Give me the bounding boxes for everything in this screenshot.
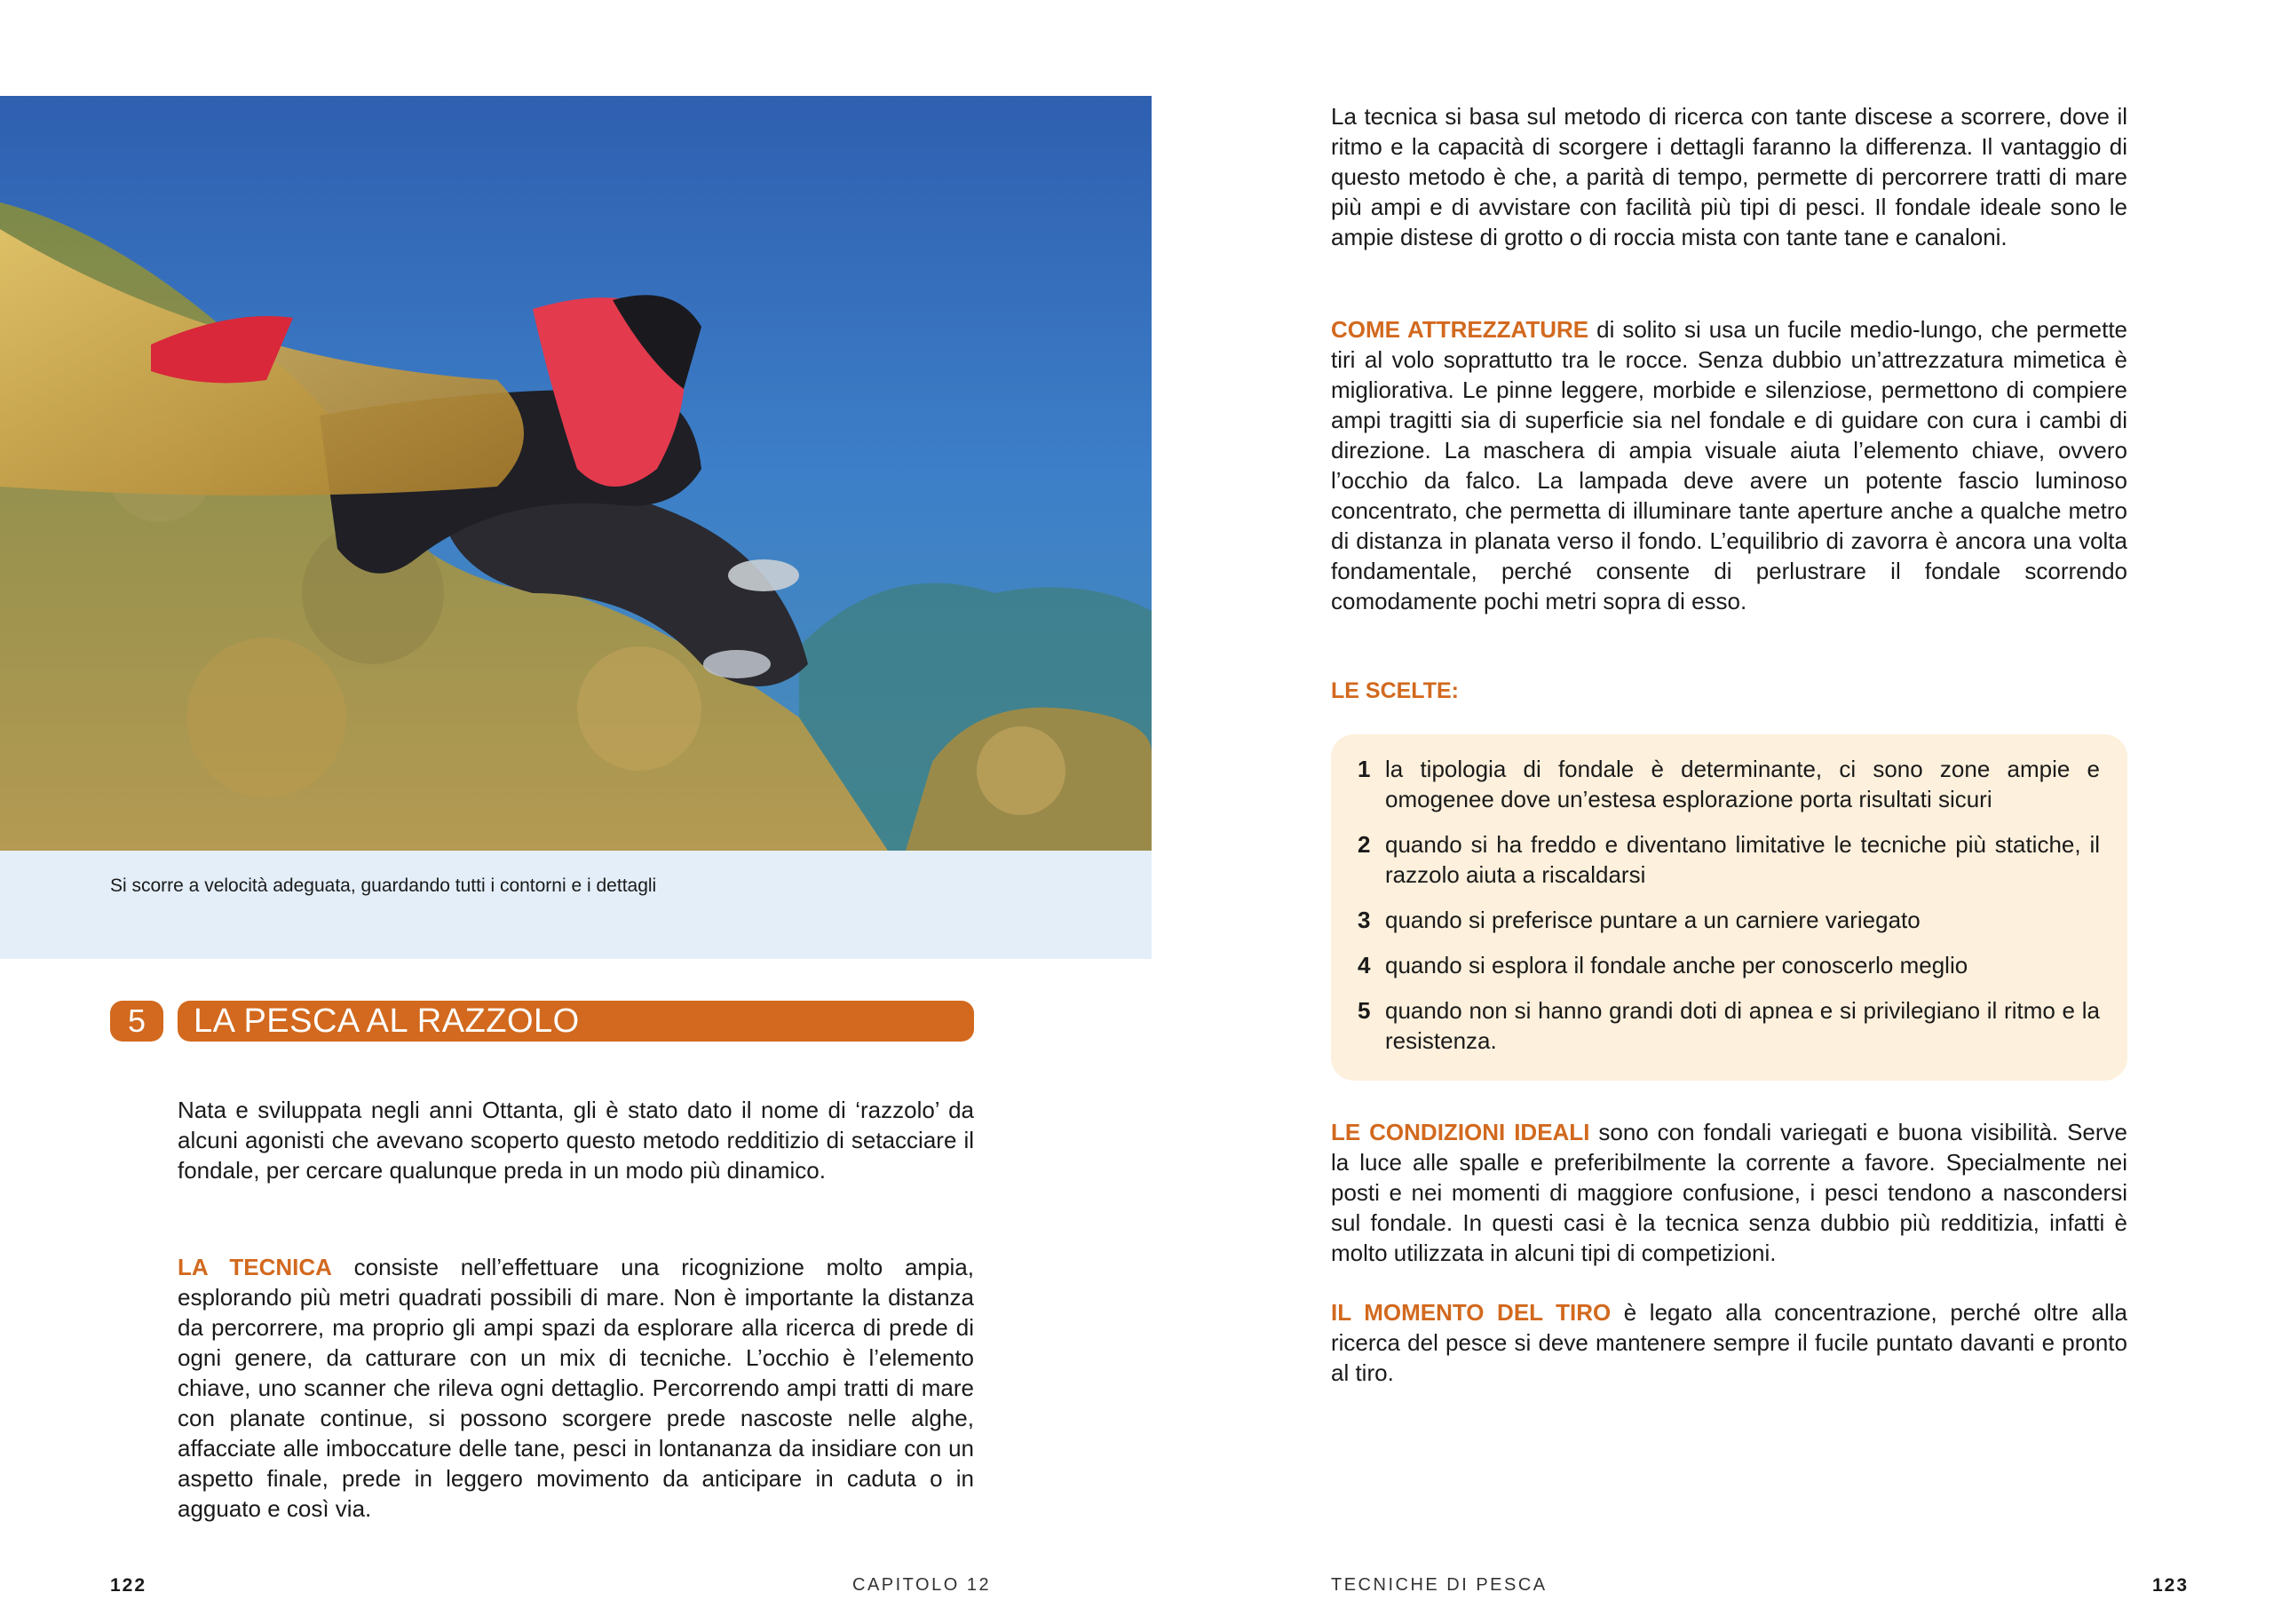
paragraph-tecnica-text: consiste nell’effettuare una ricognizione molto ampia, esplorando più metri quadrati possibili di mare. Non è importante la distanza da percorrere, ma proprio gli ampi spazi da esplorare alla ricerca di prede di ogni genere, da catturare con un mix di tecniche. L’occhio è l’elemento chiave, uno scanner che rileva ogni dettaglio. Percorrendo ampi tratti di mare con planate continue, si possono scorgere prede nascoste nelle alghe, affacciate alle imboccature delle tane, pesci in lontananza da insidiare con un aspetto finale, prede in leggero movimento da anticipare in caduta o in agguato e così via. <box>178 1254 974 1522</box>
keyword-tiro: IL MOMENTO DEL TIRO <box>1331 1299 1612 1326</box>
keyword-attrezzature: COME ATTREZZATURE <box>1331 316 1589 343</box>
paragraph-tiro-text: è legato alla concentrazione, perché oltre alla ricerca del pesce si deve mantenere sempre il fucile puntato davanti e pronto al tiro. <box>1331 1299 2127 1386</box>
paragraph-attrezzature <box>1331 314 2127 616</box>
paragraph-tiro <box>1331 1297 2127 1388</box>
scelte-heading: LE SCELTE: <box>1331 678 1459 703</box>
paragraph-condizioni <box>1331 1117 2127 1268</box>
list-number: 3 <box>1358 907 1371 933</box>
list-text: la tipologia di fondale è determinante, ci sono zone ampie e omogenee dove un’estesa esplorazione porta risultati sicuri <box>1385 756 2100 812</box>
list-number: 5 <box>1358 997 1371 1024</box>
paragraph-intro: Nata e sviluppata negli anni Ottanta, gli è stato dato il nome di ‘razzolo’ da alcuni agonisti che avevano scoperto questo metodo redditizio di setacciare il fondale, per cercare qualunque preda in un modo più dinamico. <box>178 1097 974 1184</box>
paragraph-condizioni-text: sono con fondali variegati e buona visibilità. Serve la luce alle spalle e preferibilmente la corrente a favore. Specialmente nei posti e nei momenti di maggiore confusione, i pesci tendono a nascondersi sul fondale. In questi casi è la tecnica senza dubbio più redditizia, infatti è molto utilizzata in alcuni tipi di competizioni. <box>1331 1119 2127 1266</box>
keyword-condizioni: LE CONDIZIONI IDEALI <box>1331 1119 1590 1145</box>
list-item <box>1358 829 2100 890</box>
list-item <box>1358 995 2100 1056</box>
paragraph-attrezzature-text: di solito si usa un fucile medio-lungo, che permette tiri al volo soprattutto tra le rocce. Senza dubbio un’attrezzatura mimetica è migliorativa. Le pinne leggere, morbide e silenziose, permettono di compiere ampi tragitti sia di superficie sia nel fondale e di guidare con cura i cambi di direzione. La maschera di ampia visuale aiuta l’elemento chiave, ovvero l’occhio da falco. La lampada deve avere un potente fascio luminoso concentrato, che permetta di illuminare tante aperture anche a qualche metro di distanza in planata verso il fondo. L’equilibrio di zavorra è ancora una volta fondamentale, perché consente di perlustrare il fondale scorrendo comodamente pochi metri sopra di esso. <box>1331 316 2128 614</box>
keyword-tecnica: LA TECNICA <box>178 1254 332 1280</box>
list-text: quando non si hanno grandi doti di apnea e si privilegiano il ritmo e la resistenza. <box>1385 997 2100 1054</box>
running-head-right: TECNICHE DI PESCA <box>1331 1575 1548 1595</box>
underwater-photo <box>0 96 1152 851</box>
list-item <box>1358 950 2100 980</box>
section-title: LA PESCA AL RAZZOLO <box>178 1001 974 1042</box>
list-item <box>1358 905 2100 935</box>
page-number-right: 123 <box>2152 1575 2190 1596</box>
section-number: 5 <box>110 1001 163 1042</box>
list-number: 4 <box>1358 952 1371 978</box>
paragraph-tecnica <box>178 1252 974 1524</box>
running-head-left: CAPITOLO 12 <box>852 1575 992 1595</box>
photo-caption: Si scorre a velocità adeguata, guardando tutti i contorni e i dettagli <box>110 875 657 896</box>
list-number: 2 <box>1358 831 1371 858</box>
page-number-left: 122 <box>110 1575 147 1596</box>
list-text: quando si ha freddo e diventano limitative le tecniche più statiche, il razzolo aiuta a riscaldarsi <box>1385 831 2100 888</box>
list-text: quando si esplora il fondale anche per conoscerlo meglio <box>1385 952 1968 978</box>
list-item <box>1358 754 2100 814</box>
list-text: quando si preferisce puntare a un carniere variegato <box>1385 907 1921 933</box>
caption-box <box>0 851 1152 959</box>
paragraph-metodo: La tecnica si basa sul metodo di ricerca con tante discese a scorrere, dove il ritmo e la capacità di scorgere i dettagli faranno la differenza. Il vantaggio di questo metodo è che, a parità di tempo, permette di percorrere tratti di mare più ampi e di avvistare con facilità più tipi di pesci. Il fondale ideale sono le ampie distese di grotto o di roccia mista con tante tane e canaloni. <box>1331 103 2127 250</box>
list-number: 1 <box>1358 756 1371 782</box>
